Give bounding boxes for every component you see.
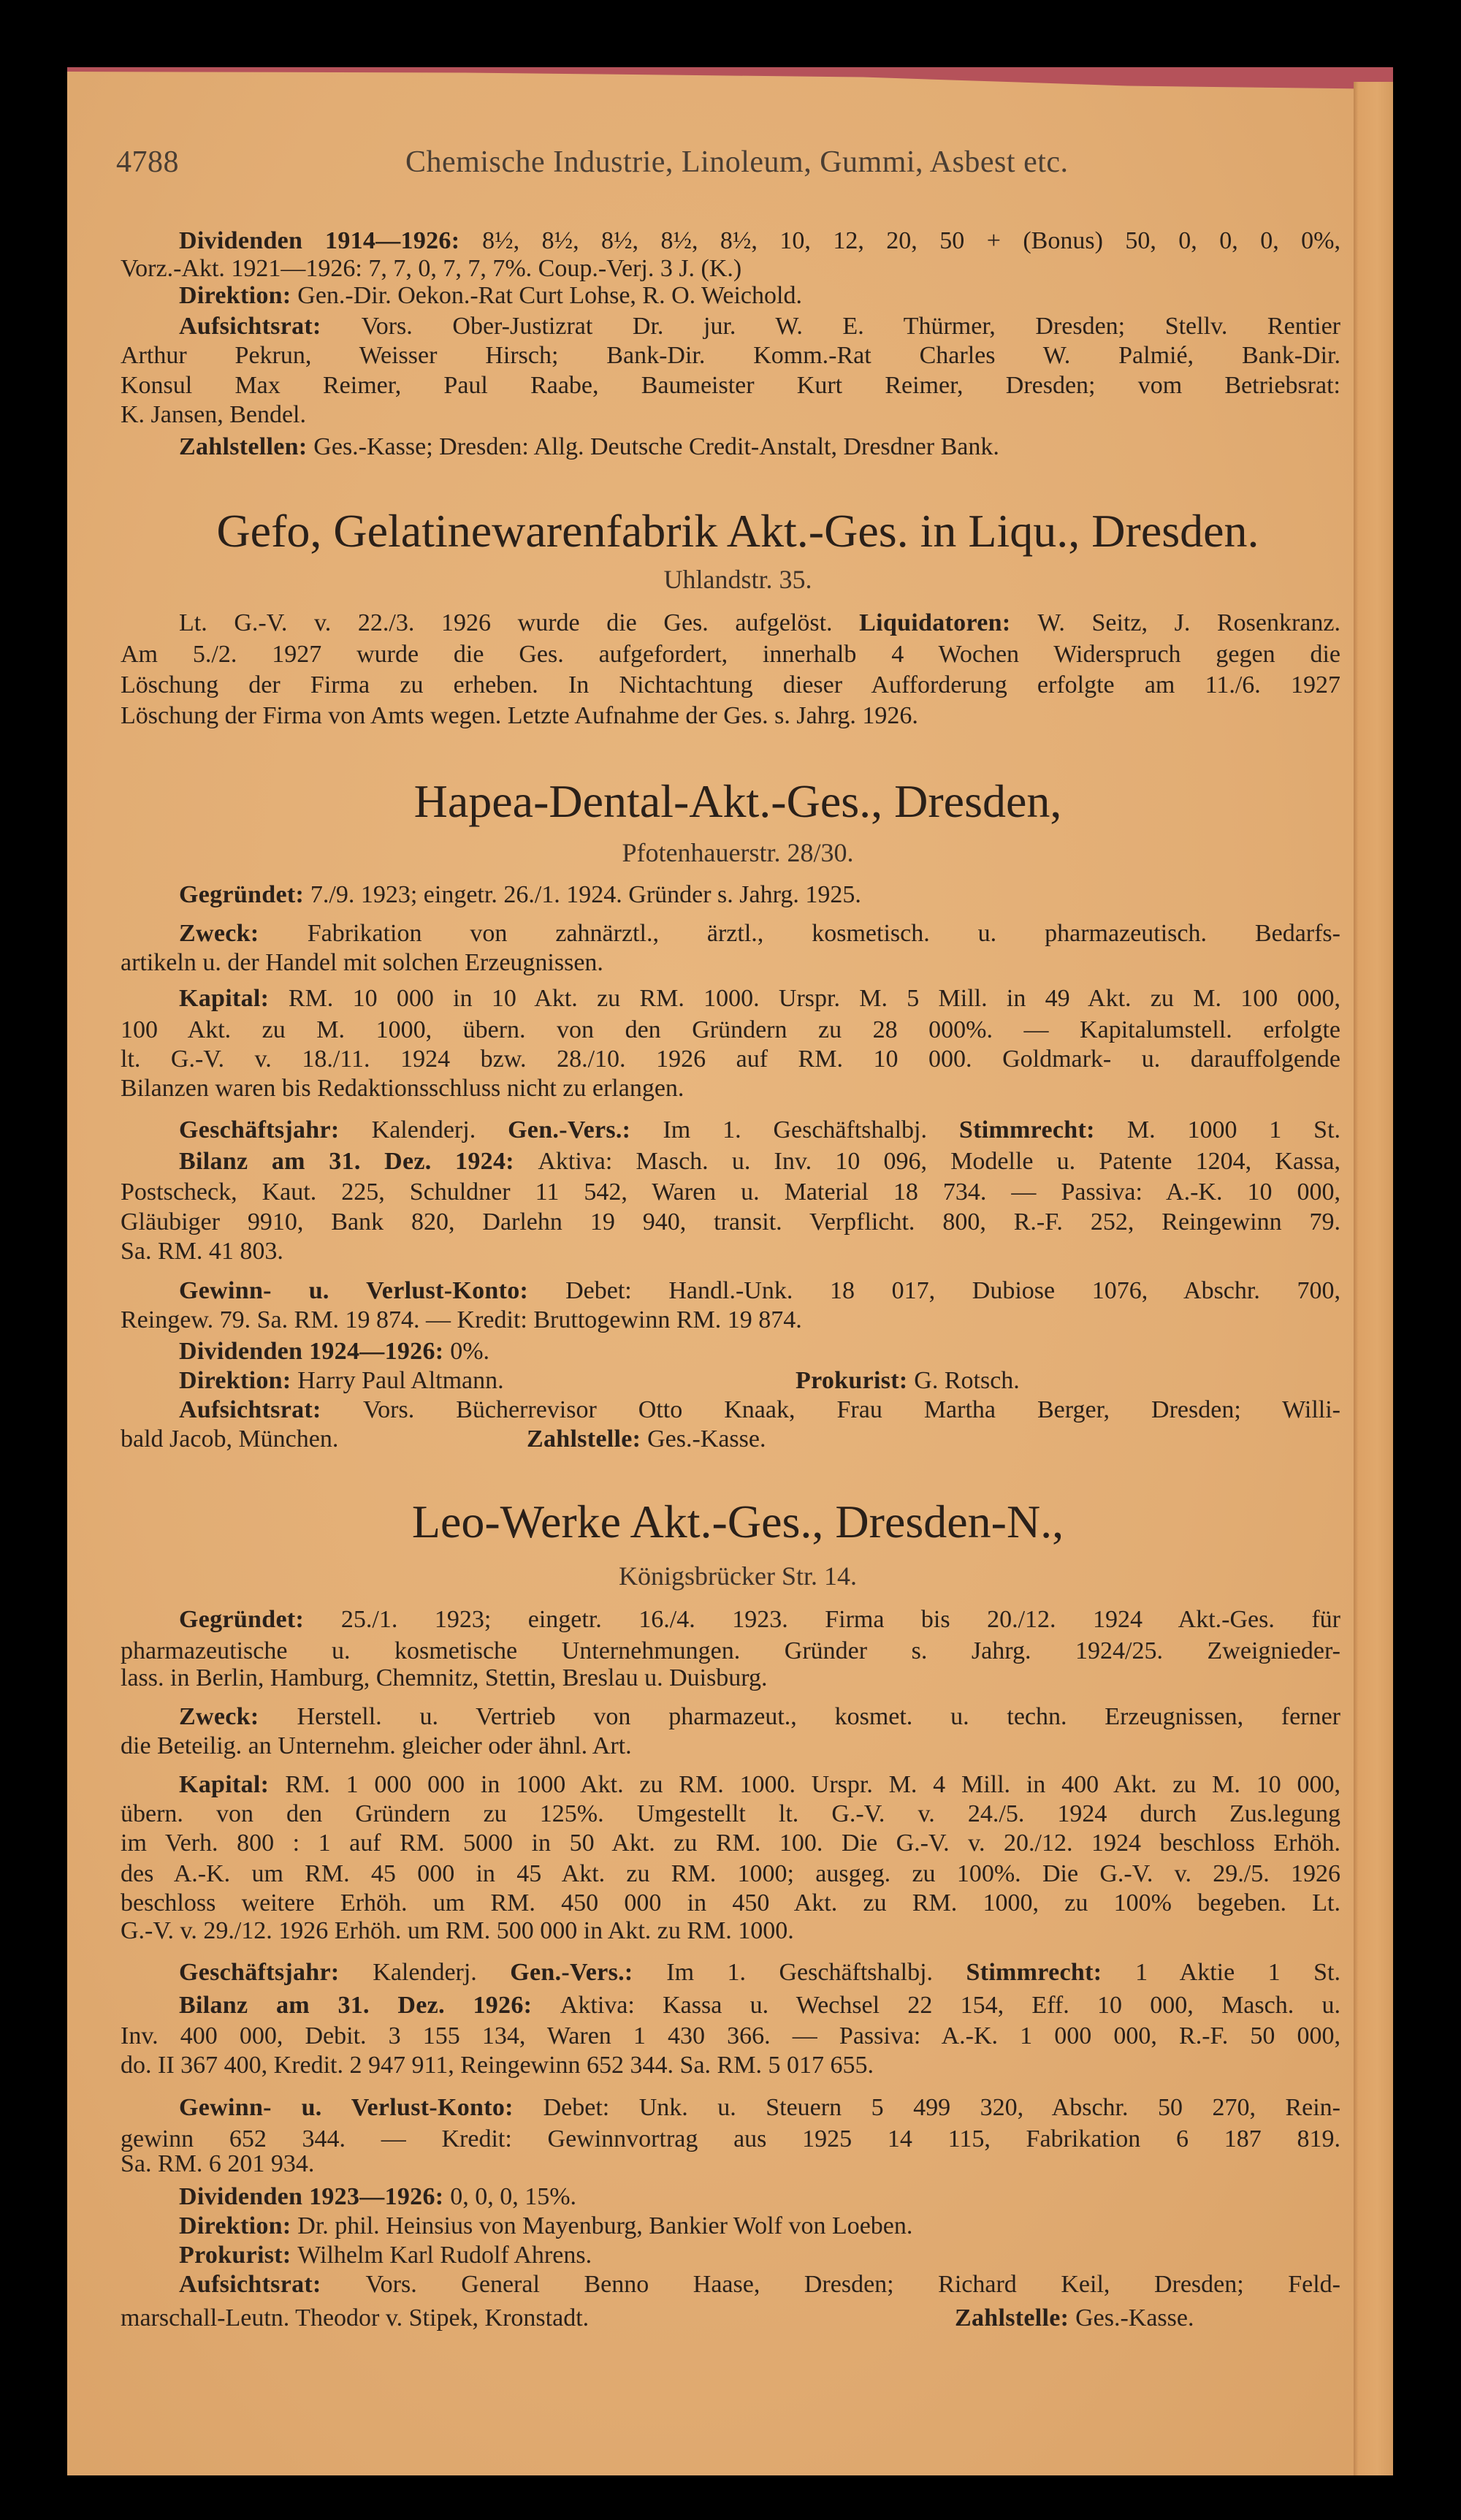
text-line [121, 2182, 1340, 2212]
field-value: Ges.-Kasse; Dresden: Allg. Deutsche Credit-Anstalt, Dresdner Bank. [313, 433, 999, 460]
text-line [121, 312, 1340, 341]
text-line [121, 1306, 1340, 1335]
field-label: Zahlstellen: [179, 433, 314, 460]
text-line [121, 1664, 1340, 1693]
text-line [121, 1116, 1340, 1145]
field-value: Bilanzen waren bis Redaktionsschluss nicht zu erlangen. [121, 1075, 684, 1102]
field-value: Fabrikation von zahnärztl., ärztl., kosmetisch. u. pharmazeutisch. Bedarfs- [307, 920, 1340, 947]
text-line [121, 1276, 1340, 1306]
field-value: Inv. 400 000, Debit. 3 155 134, Waren 1 430 366. — Passiva: A.-K. 1 000 000, R.-F. 50 000, [121, 2022, 1340, 2049]
text-line [121, 671, 1340, 700]
field-value: beschloss weitere Erhöh. um RM. 450 000 in 450 Akt. zu RM. 1000, zu 100% begeben. Lt. [121, 1889, 1340, 1916]
text-line [121, 2093, 1340, 2123]
field-value: Lt. G.-V. v. 22./3. 1926 wurde die Ges. aufgelöst. [179, 609, 860, 636]
text-line [121, 1208, 1340, 1237]
text-line [121, 1425, 1340, 1454]
field-value: W. Seitz, J. Rosenkranz. [1037, 609, 1340, 636]
field-value: G.-V. v. 29./12. 1926 Erhöh. um RM. 500 000 in Akt. zu RM. 1000. [121, 1917, 794, 1944]
field-label: Gen.-Vers.: [508, 1116, 663, 1143]
company-title-leo-werke: Leo-Werke Akt.-Ges., Dresden-N., [411, 1496, 1064, 1548]
field-value: Dr. phil. Heinsius von Mayenburg, Bankier Wolf von Loeben. [297, 2212, 913, 2239]
field-label: Dividenden 1914—1926: [179, 227, 483, 254]
text-line [121, 1237, 1340, 1266]
text-line [121, 1366, 1340, 1396]
field-label: Bilanz am 31. Dez. 1924: [179, 1148, 538, 1175]
field-value: 7./9. 1923; eingetr. 26./1. 1924. Gründer s. Jahrg. 1925. [310, 881, 861, 908]
field-label: Stimmrecht: [958, 1116, 1127, 1143]
field-value: Debet: Handl.-Unk. 18 017, Dubiose 1076, Abschr. 700, [565, 1277, 1340, 1304]
field-value: 0, 0, 0, 15%. [450, 2183, 577, 2210]
tabbed-field [527, 1425, 766, 1454]
company-address-leo-werke: Königsbrücker Str. 14. [619, 1561, 857, 1591]
field-value: gewinn 652 344. — Kredit: Gewinnvortrag aus 1925 14 115, Fabrikation 6 187 819. [121, 2125, 1340, 2152]
text-line [121, 371, 1340, 400]
tabbed-field [955, 2304, 1194, 2333]
field-label: Bilanz am 31. Dez. 1926: [179, 1992, 560, 2019]
text-line [121, 701, 1340, 731]
field-label: Dividenden 1923—1926: [179, 2183, 451, 2210]
running-title: Chemische Industrie, Linoleum, Gummi, Asbest etc. [405, 145, 1069, 179]
field-value: RM. 10 000 in 10 Akt. zu RM. 1000. Urspr. M. 5 Mill. in 49 Akt. zu M. 100 000, [288, 985, 1341, 1012]
text-line [121, 1889, 1340, 1918]
field-label: Aufsichtsrat: [179, 1396, 363, 1423]
text-line [121, 2304, 1340, 2333]
field-value: Vors. Ober-Justizrat Dr. jur. W. E. Thürmer, Dresden; Stellv. Rentier [361, 313, 1341, 340]
field-value: übern. von den Gründern zu 125%. Umgestellt lt. G.-V. v. 24./5. 1924 durch Zus.legung [121, 1800, 1340, 1827]
tabbed-field [796, 1366, 1020, 1396]
field-value: des A.-K. um RM. 45 000 in 45 Akt. zu RM. 1000; ausgeg. zu 100%. Die G.-V. v. 29./5. 1926 [121, 1860, 1340, 1887]
text-line [121, 341, 1340, 370]
field-value: bald Jacob, München. [121, 1425, 339, 1453]
text-line [121, 2212, 1340, 2241]
field-value: K. Jansen, Bendel. [121, 401, 307, 428]
field-value: marschall-Leutn. Theodor v. Stipek, Kronstadt. [121, 2304, 590, 2331]
field-value: artikeln u. der Handel mit solchen Erzeugnissen. [121, 949, 603, 976]
field-value: Ges.-Kasse. [647, 1425, 766, 1453]
company-title-gefo: Gefo, Gelatinewarenfabrik Akt.-Ges. in Liqu., Dresden. [216, 505, 1259, 557]
text-line [121, 400, 1340, 430]
field-value: Vors. Bücherrevisor Otto Knaak, Frau Martha Berger, Dresden; Willi- [362, 1396, 1341, 1423]
field-value: Vorz.-Akt. 1921—1926: 7, 7, 0, 7, 7, 7%. Coup.-Verj. 3 J. (K.) [121, 255, 742, 282]
field-value: Sa. RM. 6 201 934. [121, 2150, 315, 2177]
text-line [121, 1916, 1340, 1946]
text-line [121, 281, 1340, 311]
text-line [121, 2150, 1340, 2179]
text-line [121, 254, 1340, 283]
field-label: Gegründet: [179, 881, 310, 908]
field-value: Löschung der Firma zu erheben. In Nichtachtung dieser Aufforderung erfolgte am 11./6. 1927 [121, 671, 1340, 698]
field-value: Aktiva: Masch. u. Inv. 10 096, Modelle u. Patente 1204, Kassa, [538, 1148, 1340, 1175]
company-title-hapea: Hapea-Dental-Akt.-Ges., Dresden, [413, 775, 1062, 827]
field-value: 1 Aktie 1 St. [1135, 1959, 1340, 1986]
field-value: Herstell. u. Vertrieb von pharmazeut., kosmet. u. techn. Erzeugnissen, ferner [297, 1703, 1341, 1730]
field-value: Konsul Max Reimer, Paul Raabe, Baumeister Kurt Reimer, Dresden; vom Betriebsrat: [121, 372, 1340, 399]
field-value: Arthur Pekrun, Weisser Hirsch; Bank-Dir. Komm.-Rat Charles W. Palmié, Bank-Dir. [121, 342, 1340, 369]
text-line [121, 1178, 1340, 1207]
field-value: G. Rotsch. [914, 1367, 1020, 1394]
field-label: Liquidatoren: [859, 609, 1038, 636]
field-value: Kalenderj. [373, 1959, 511, 1986]
text-line [121, 2022, 1340, 2051]
field-label: Zahlstelle: [527, 1425, 648, 1453]
field-label: Gewinn- u. Verlust-Konto: [179, 2094, 543, 2121]
field-value: lass. in Berlin, Hamburg, Chemnitz, Stettin, Breslau u. Duisburg. [121, 1664, 768, 1691]
text-line [121, 880, 1340, 910]
field-value: die Beteilig. an Unternehm. gleicher oder ähnl. Art. [121, 1732, 632, 1759]
field-label: Dividenden 1924—1926: [179, 1338, 451, 1365]
field-value: Debet: Unk. u. Steuern 5 499 320, Abschr. 50 270, Rein- [543, 2094, 1340, 2121]
field-value: pharmazeutische u. kosmetische Unternehmungen. Gründer s. Jahrg. 1924/25. Zweignieder- [121, 1637, 1340, 1664]
field-label: Kapital: [179, 985, 289, 1012]
field-label: Geschäftsjahr: [179, 1116, 372, 1143]
text-line [121, 1991, 1340, 2020]
company-address-gefo: Uhlandstr. 35. [663, 565, 812, 594]
field-label: Direktion: [179, 282, 298, 309]
text-line [121, 919, 1340, 948]
field-value: lt. G.-V. v. 18./11. 1924 bzw. 28./10. 1926 auf RM. 10 000. Goldmark- u. darauffolgende [121, 1046, 1340, 1073]
field-label: Direktion: [179, 2212, 298, 2239]
field-label: Zahlstelle: [955, 2304, 1076, 2331]
field-label: Kapital: [179, 1771, 286, 1798]
field-label: Aufsichtsrat: [179, 2271, 366, 2298]
field-value: Gläubiger 9910, Bank 820, Darlehn 19 940, transit. Verpflicht. 800, R.-F. 252, Reingewinn 79. [121, 1208, 1340, 1236]
field-value: Vors. General Benno Haase, Dresden; Richard Keil, Dresden; Feld- [365, 2271, 1340, 2298]
field-value: 25./1. 1923; eingetr. 16./4. 1923. Firma bis 20./12. 1924 Akt.-Ges. für [340, 1606, 1340, 1633]
field-value: do. II 367 400, Kredit. 2 947 911, Reingewinn 652 344. Sa. RM. 5 017 655. [121, 2052, 874, 2079]
text-line [121, 1147, 1340, 1176]
book-binding-edge [67, 67, 1393, 89]
field-value: 100 Akt. zu M. 1000, übern. von den Gründern zu 28 000%. — Kapitalumstell. erfolgte [121, 1016, 1340, 1043]
text-line [121, 1829, 1340, 1858]
text-line [121, 1732, 1340, 1761]
text-line [121, 2241, 1340, 2270]
field-label: Zweck: [179, 920, 308, 947]
field-label: Gewinn- u. Verlust-Konto: [179, 1277, 566, 1304]
company-address-hapea: Pfotenhauerstr. 28/30. [622, 838, 854, 867]
field-value: Wilhelm Karl Rudolf Ahrens. [297, 2242, 592, 2269]
text-line [121, 2051, 1340, 2080]
text-line [121, 984, 1340, 1013]
text-line [121, 1702, 1340, 1732]
text-line [121, 1016, 1340, 1045]
field-value: Harry Paul Altmann. [297, 1367, 504, 1394]
field-value: Im 1. Geschäftshalbj. [663, 1116, 959, 1143]
page-number: 4788 [116, 145, 179, 179]
text-line [121, 1958, 1340, 1987]
text-line [121, 948, 1340, 978]
text-line [121, 1337, 1340, 1366]
text-line [121, 609, 1340, 638]
text-line [121, 1074, 1340, 1103]
text-line [121, 1800, 1340, 1829]
field-label: Gegründet: [179, 1606, 341, 1633]
text-line [121, 1637, 1340, 1666]
page-fold [1354, 82, 1393, 2475]
field-value: Ges.-Kasse. [1075, 2304, 1194, 2331]
field-label: Zweck: [179, 1703, 297, 1730]
field-label: Geschäftsjahr: [179, 1959, 373, 1986]
field-value: 8½, 8½, 8½, 8½, 8½, 10, 12, 20, 50 + (Bonus) 50, 0, 0, 0, 0%, [482, 227, 1340, 254]
text-line [121, 1770, 1340, 1800]
field-value: 0%. [450, 1338, 490, 1365]
field-value: Kalenderj. [371, 1116, 508, 1143]
field-value: Am 5./2. 1927 wurde die Ges. aufgefordert, innerhalb 4 Wochen Widerspruch gegen die [121, 641, 1340, 668]
text-line [121, 1605, 1340, 1634]
field-value: Gen.-Dir. Oekon.-Rat Curt Lohse, R. O. Weichold. [297, 282, 802, 309]
text-line [121, 1396, 1340, 1425]
text-line [121, 433, 1340, 462]
text-line [121, 1859, 1340, 1889]
text-line [121, 227, 1340, 256]
field-value: Sa. RM. 41 803. [121, 1238, 283, 1265]
field-value: Im 1. Geschäftshalbj. [666, 1959, 966, 1986]
field-value: RM. 1 000 000 in 1000 Akt. zu RM. 1000. Urspr. M. 4 Mill. in 400 Akt. zu M. 10 000, [285, 1771, 1340, 1798]
field-value: M. 1000 1 St. [1126, 1116, 1341, 1143]
field-label: Aufsichtsrat: [179, 313, 362, 340]
text-line [121, 640, 1340, 669]
field-value: im Verh. 800 : 1 auf RM. 5000 in 50 Akt. zu RM. 100. Die G.-V. v. 20./12. 1924 beschloss Erhöh. [121, 1830, 1340, 1857]
field-label: Gen.-Vers.: [510, 1959, 667, 1986]
field-label: Prokurist: [796, 1367, 915, 1394]
field-value: Aktiva: Kassa u. Wechsel 22 154, Eff. 10 000, Masch. u. [560, 1992, 1340, 2019]
text-line [121, 2270, 1340, 2299]
field-value: Reingew. 79. Sa. RM. 19 874. — Kredit: Bruttogewinn RM. 19 874. [121, 1306, 802, 1333]
field-value: Postscheck, Kaut. 225, Schuldner 11 542, Waren u. Material 18 734. — Passiva: A.-K. 10 000, [121, 1179, 1340, 1206]
field-label: Prokurist: [179, 2242, 298, 2269]
field-label: Direktion: [179, 1367, 298, 1394]
field-label: Stimmrecht: [966, 1959, 1136, 1986]
text-line [121, 1045, 1340, 1074]
field-value: Löschung der Firma von Amts wegen. Letzte Aufnahme der Ges. s. Jahrg. 1926. [121, 702, 918, 729]
